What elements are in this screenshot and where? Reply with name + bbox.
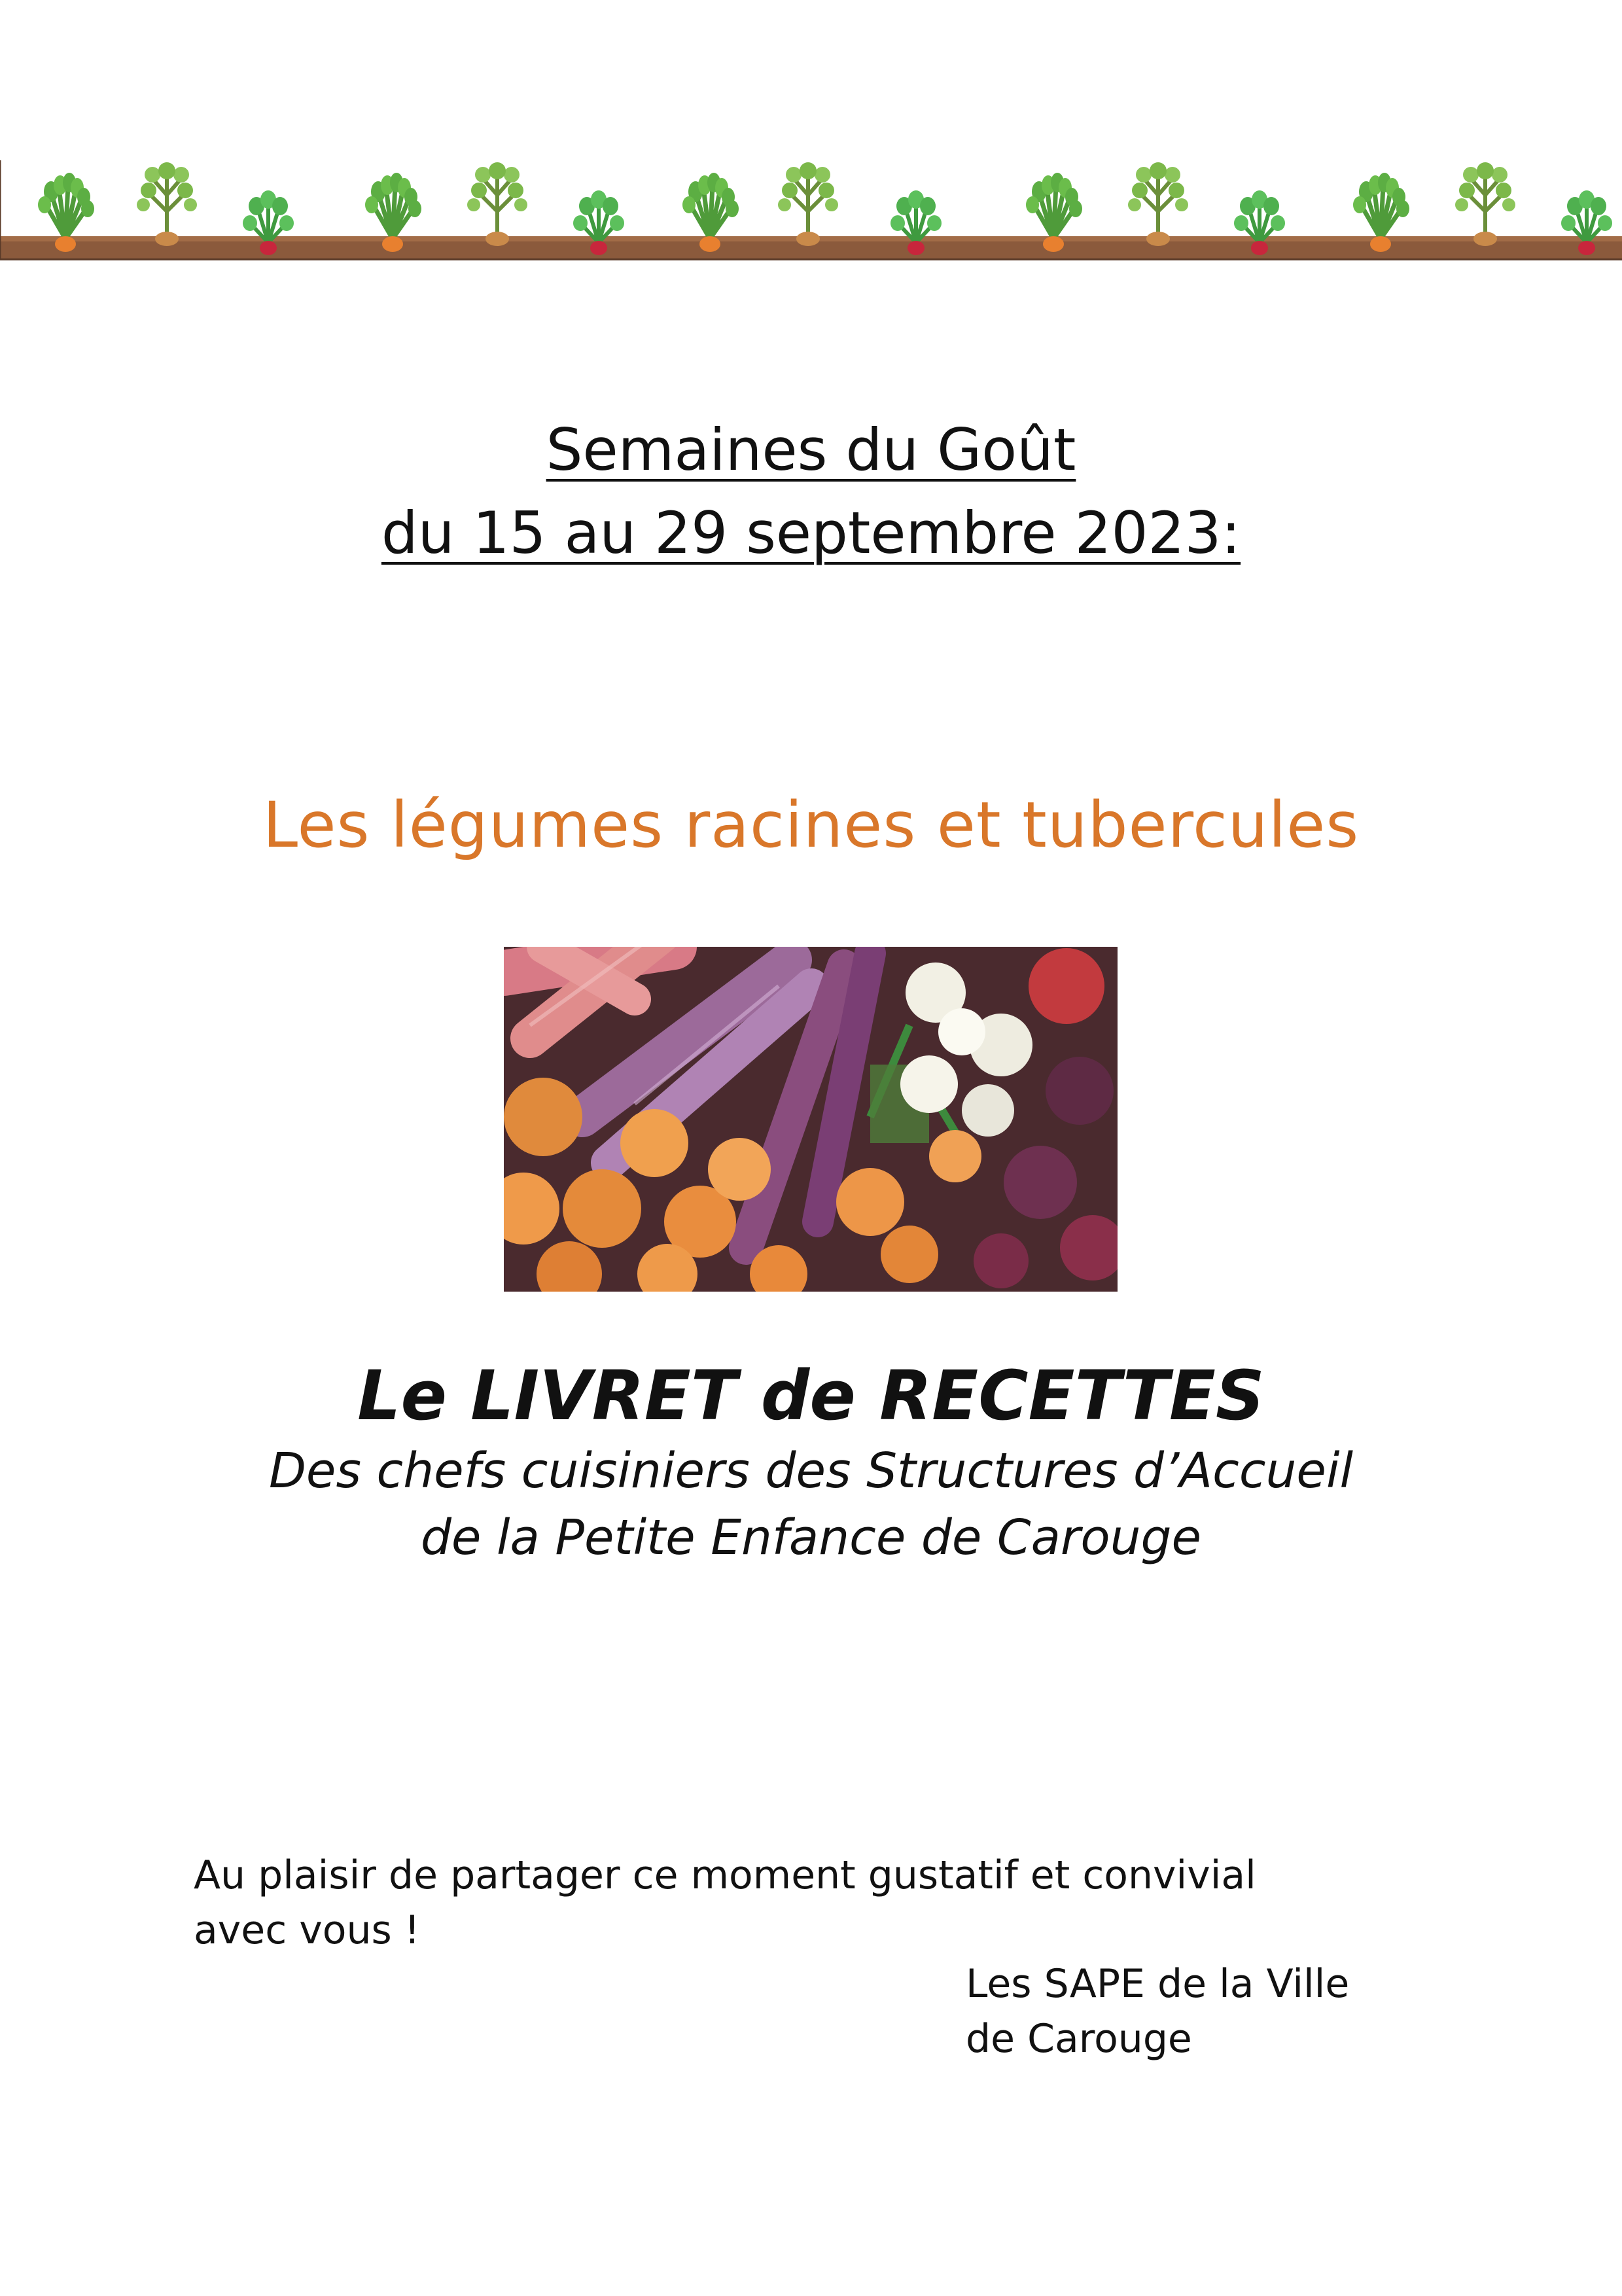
vegetable-garden-border-icon xyxy=(0,134,1622,265)
closing-message-line-2: avec vous ! xyxy=(194,1907,420,1953)
booklet-title: Le LIVRET de RECETTES xyxy=(357,1356,1265,1436)
event-dates: du 15 au 29 septembre 2023: xyxy=(381,499,1241,567)
closing-message-line-1: Au plaisir de partager ce moment gustatif et convivial xyxy=(194,1852,1256,1898)
root-vegetables-photo-icon xyxy=(504,947,1118,1292)
page-title xyxy=(0,409,1622,574)
signature-line-2: de Carouge xyxy=(966,2016,1192,2062)
event-name: Semaines du Goût xyxy=(546,416,1076,484)
title-line-event xyxy=(0,409,1622,492)
signature-line-1: Les SAPE de la Ville xyxy=(966,1961,1350,2007)
booklet-subtitle-line-1: Des chefs cuisiniers des Structures d’Accueil xyxy=(268,1443,1354,1499)
theme-heading: Les légumes racines et tubercules xyxy=(262,788,1360,862)
booklet-subtitle-line-2: de la Petite Enfance de Carouge xyxy=(420,1510,1202,1566)
title-line-dates xyxy=(0,492,1622,575)
